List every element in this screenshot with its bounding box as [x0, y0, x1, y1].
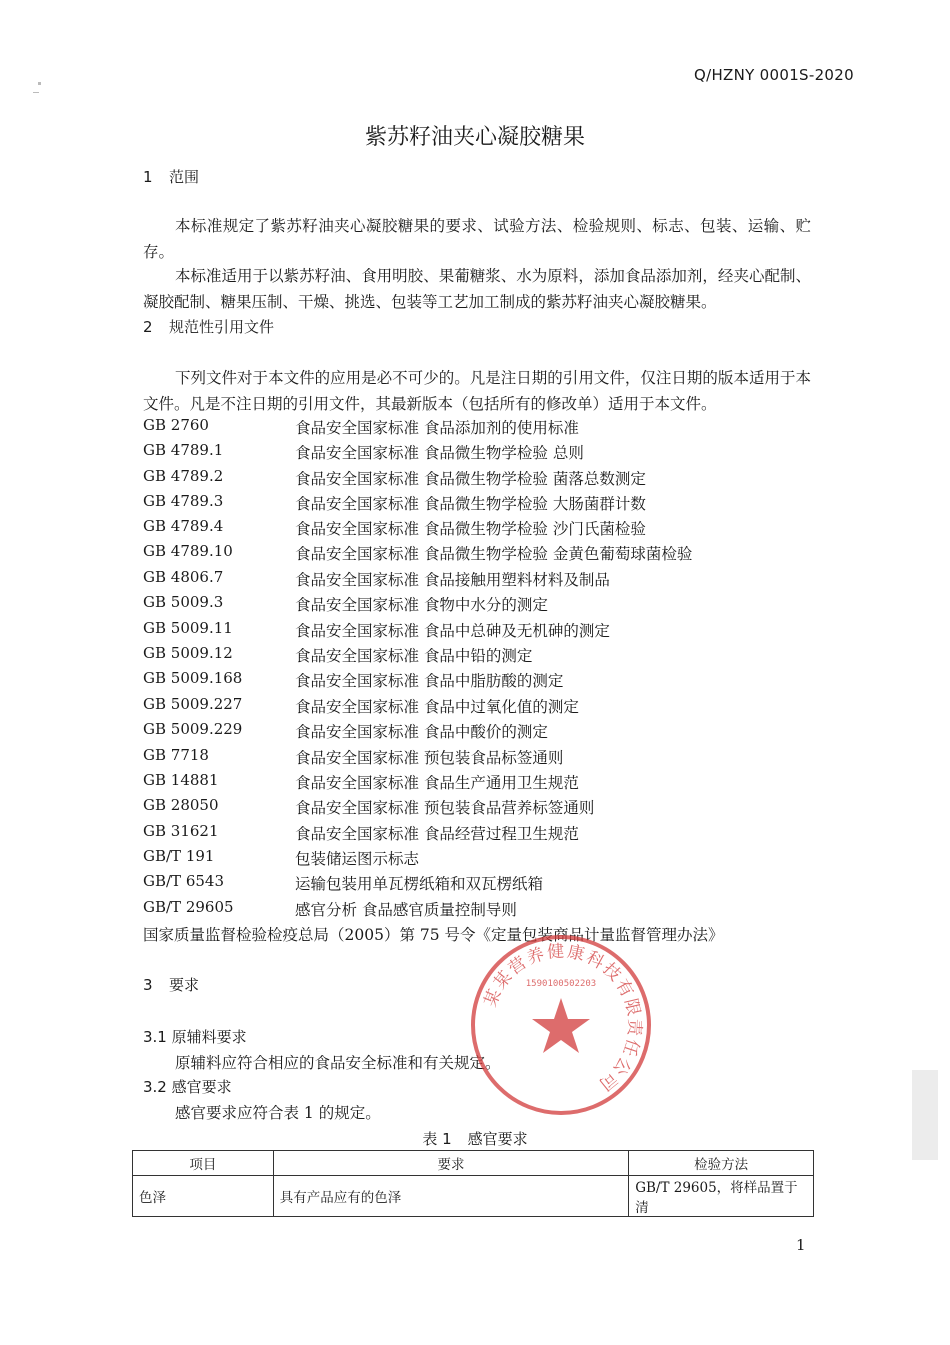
reference-code: GB 5009.168: [143, 669, 243, 687]
regulation-decree: 国家质量监督检验检疫总局（2005）第 75 号令《定量包装商品计量监督管理办法》: [143, 926, 724, 944]
document-title: 紫苏籽油夹心凝胶糖果: [364, 125, 585, 150]
page-number: 1: [796, 1236, 806, 1254]
seal-star-icon: [532, 998, 590, 1053]
scope-paragraph-2: 本标准适用于以紫苏籽油、食用明胶、果葡糖浆、水为原料，添加食品添加剂，经夹心配制、凝胶配制、糖果压制、干燥、挑选、包装等工艺加工制成的紫苏籽油夹心凝胶糖果。: [143, 267, 811, 311]
subsection-number: 3.1: [143, 1028, 167, 1046]
reference-title: 食品安全国家标准 食品经营过程卫生规范: [295, 825, 579, 843]
reference-code: GB 14881: [143, 771, 219, 789]
reference-code: GB 5009.227: [143, 695, 243, 713]
reference-title: 食品安全国家标准 预包装食品标签通则: [295, 749, 564, 767]
scan-speck: [38, 82, 41, 85]
reference-code: GB 28050: [143, 796, 219, 814]
reference-code: GB 31621: [143, 822, 219, 840]
reference-title: 食品安全国家标准 食品中总砷及无机砷的测定: [295, 622, 610, 640]
section-number: 3: [143, 976, 153, 994]
reference-code: GB/T 29605: [143, 898, 234, 916]
reference-code: GB 4789.2: [143, 467, 224, 485]
scope-paragraph-1: 本标准规定了紫苏籽油夹心凝胶糖果的要求、试验方法、检验规则、标志、包装、运输、贮存。: [143, 217, 811, 261]
reference-code: GB 5009.11: [143, 619, 233, 637]
subsection-3-1-heading: [143, 1026, 247, 1047]
reference-title: 食品安全国家标准 食物中水分的测定: [295, 596, 548, 614]
reference-title: 食品安全国家标准 预包装食品营养标签通则: [295, 799, 595, 817]
reference-code: GB 7718: [143, 746, 209, 764]
seal-company-name: 某某营养健康科技有限责任公司: [480, 941, 645, 1096]
section-title: 规范性引用文件: [169, 318, 275, 336]
seal-registration-number: 1590100502203: [525, 979, 597, 989]
reference-title: 食品安全国家标准 食品接触用塑料材料及制品: [295, 571, 610, 589]
section-2-heading: [143, 316, 274, 337]
reference-code: GB 2760: [143, 416, 209, 434]
reference-title: 食品安全国家标准 食品微生物学检验 总则: [295, 444, 584, 462]
section-title: 要求: [169, 976, 200, 994]
scan-edge-mark: [912, 1070, 938, 1160]
section-3-heading: [143, 974, 199, 995]
reference-code: GB/T 6543: [143, 872, 225, 890]
reference-title: 运输包装用单瓦楞纸箱和双瓦楞纸箱: [295, 875, 544, 893]
reference-title: 食品安全国家标准 食品生产通用卫生规范: [295, 774, 579, 792]
reference-code: GB/T 191: [143, 847, 215, 865]
reference-code: GB 4789.1: [143, 441, 224, 459]
reference-code: GB 4789.10: [143, 542, 233, 560]
section-1-heading: [143, 166, 199, 187]
reference-title: 食品安全国家标准 食品微生物学检验 沙门氏菌检验: [295, 520, 646, 538]
section-title: 范围: [169, 168, 200, 186]
scan-speck: [33, 92, 39, 93]
reference-title: 食品安全国家标准 食品添加剂的使用标准: [295, 419, 579, 437]
reference-code: GB 4789.3: [143, 492, 224, 510]
reference-title: 感官分析 食品感官质量控制导则: [295, 901, 517, 919]
document-code: Q/HZNY 0001S-2020: [694, 66, 854, 84]
reference-title: 食品安全国家标准 食品微生物学检验 金黄色葡萄球菌检验: [295, 545, 693, 563]
reference-title: 食品安全国家标准 食品中脂肪酸的测定: [295, 672, 564, 690]
reference-code: GB 5009.3: [143, 593, 224, 611]
reference-code: GB 5009.12: [143, 644, 233, 662]
table-cell: 色泽: [133, 1176, 274, 1217]
subsection-number: 3.2: [143, 1078, 167, 1096]
table-header-cell: 检验方法: [629, 1151, 814, 1176]
table-title: 感官要求: [467, 1130, 528, 1148]
reference-title: 食品安全国家标准 食品中酸价的测定: [295, 723, 548, 741]
reference-title: 包装储运图示标志: [295, 850, 420, 868]
table-header-cell: 项目: [133, 1151, 274, 1176]
table-header-cell: 要求: [273, 1151, 628, 1176]
reference-title: 食品安全国家标准 食品微生物学检验 菌落总数测定: [295, 470, 646, 488]
table-row: [133, 1176, 814, 1217]
subsection-3-2-heading: [143, 1076, 232, 1097]
subsection-title: 感官要求: [171, 1078, 232, 1096]
section-number: 2: [143, 318, 153, 336]
reference-code: GB 4789.4: [143, 517, 224, 535]
reference-title: 食品安全国家标准 食品中过氧化值的测定: [295, 698, 579, 716]
sensory-requirements-table: [132, 1150, 814, 1217]
subsection-title: 原辅料要求: [171, 1028, 247, 1046]
table-cell: GB/T 29605，将样品置于清: [629, 1176, 814, 1217]
section-number: 1: [143, 168, 153, 186]
company-seal-stamp: [466, 930, 656, 1120]
reference-title: 食品安全国家标准 食品微生物学检验 大肠菌群计数: [295, 495, 646, 513]
reference-title: 食品安全国家标准 食品中铅的测定: [295, 647, 533, 665]
table-number: 表 1: [422, 1130, 452, 1148]
table-caption: [0, 1128, 950, 1149]
reference-code: GB 4806.7: [143, 568, 224, 586]
references-intro: 下列文件对于本文件的应用是必不可少的。凡是注日期的引用文件，仅注日期的版本适用于本文件。凡是不注日期的引用文件，其最新版本（包括所有的修改单）适用于本文件。: [143, 369, 811, 413]
table-cell: 具有产品应有的色泽: [273, 1176, 628, 1217]
sensory-requirements-text: 感官要求应符合表 1 的规定。: [175, 1104, 381, 1122]
reference-code: GB 5009.229: [143, 720, 243, 738]
table-header-row: [133, 1151, 814, 1176]
raw-materials-text: 原辅料应符合相应的食品安全标准和有关规定。: [175, 1054, 501, 1072]
